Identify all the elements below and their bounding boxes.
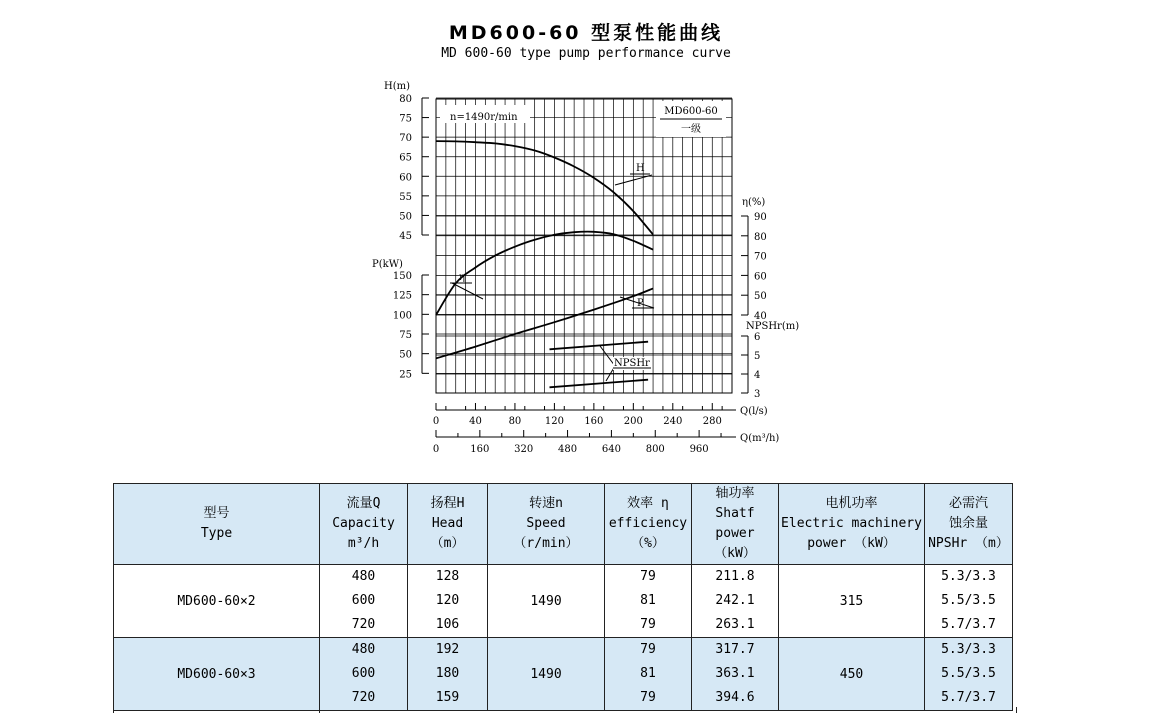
- table-header-row: [114, 484, 1013, 565]
- cell-capacity: [320, 565, 408, 638]
- q-m3h-axis-label: Q(m³/h): [740, 433, 780, 444]
- h-tick-label: 65: [399, 152, 412, 164]
- cell-value: 5.7/3.7: [941, 617, 996, 632]
- q-ls-tick-label: 120: [544, 416, 564, 427]
- p-tick-label: 75: [399, 330, 412, 341]
- cell-shaft-power: [692, 638, 779, 711]
- performance-chart: [370, 75, 810, 460]
- header-cn: 电机功率: [825, 496, 878, 511]
- cell-value: 242.1: [715, 593, 755, 608]
- header-unit: （m）: [430, 536, 465, 551]
- table-row: [114, 565, 1013, 638]
- cell-type: MD600-60×3: [114, 638, 320, 711]
- cell-head: [408, 638, 488, 711]
- q-m3h-tick-label: 640: [601, 444, 621, 455]
- header-cell-0: [114, 484, 320, 565]
- cell-head: [408, 565, 488, 638]
- cell-npshr: [925, 638, 1013, 711]
- cell-npshr: [925, 565, 1013, 638]
- q-m3h-tick-label: 960: [689, 444, 709, 455]
- h-axis-label: H(m): [384, 81, 411, 92]
- cell-value: 211.8: [715, 569, 755, 584]
- cell-value: 600: [351, 666, 376, 681]
- cell-value: 720: [351, 617, 376, 632]
- header-cn: 转速n: [529, 496, 563, 511]
- eta-tick-label: 50: [754, 291, 767, 303]
- cell-speed: 1490: [488, 638, 605, 711]
- q-ls-tick-label: 80: [508, 416, 522, 427]
- p-tick-label: 100: [392, 310, 412, 322]
- q-ls-tick-label: 280: [702, 416, 722, 427]
- eta-tick-label: 70: [754, 251, 767, 263]
- npsh-tick-label: 3: [754, 389, 761, 400]
- spec-table: [113, 483, 1013, 711]
- cell-value: 79: [640, 617, 656, 632]
- p-curve-label: P: [637, 298, 644, 309]
- table-row: [114, 638, 1013, 711]
- h-tick-label: 80: [399, 94, 412, 105]
- h-tick-label: 70: [399, 133, 412, 145]
- q-m3h-tick-label: 320: [514, 444, 534, 455]
- cell-value: 79: [640, 569, 656, 584]
- cell-motor-power: 450: [779, 638, 925, 711]
- p-tick-label: 25: [399, 369, 412, 381]
- npsh-tick-label: 5: [754, 351, 761, 362]
- cell-value: 81: [640, 666, 656, 681]
- npsh-tick-label: 4: [754, 370, 761, 381]
- header-cn: 必需汽: [948, 496, 988, 511]
- cell-value: 180: [435, 666, 460, 681]
- npsh-tick-label: 6: [754, 332, 761, 343]
- header-unit: m³/h: [347, 536, 380, 551]
- p-axis-label: P(kW): [372, 259, 403, 270]
- p-tick-label: 125: [392, 290, 412, 302]
- cell-value: 480: [351, 642, 376, 657]
- h-tick-label: 55: [399, 191, 412, 203]
- q-ls-tick-label: 200: [623, 416, 643, 427]
- h-tick-label: 50: [399, 211, 412, 223]
- header-unit: （kW）: [714, 546, 756, 561]
- cell-value: 480: [351, 569, 376, 584]
- header-unit: （%）: [631, 536, 665, 551]
- header-unit: NPSHr （m）: [928, 536, 1009, 551]
- h-tick-label: 45: [399, 231, 412, 242]
- header-cn: 型号: [203, 506, 230, 521]
- header-en: Speed: [526, 516, 566, 531]
- q-m3h-tick-label: 0: [432, 444, 440, 455]
- header-cell-1: [320, 484, 408, 565]
- cell-value: 159: [435, 690, 460, 705]
- header-cn: 轴功率: [715, 486, 755, 501]
- cell-efficiency: [605, 638, 692, 711]
- header-cell-5: [692, 484, 779, 565]
- stage-annotation: 一级: [681, 124, 701, 135]
- cell-value: 263.1: [715, 617, 755, 632]
- header-unit: power （kW）: [807, 536, 896, 551]
- cell-value: 5.3/3.3: [941, 642, 996, 657]
- cell-efficiency: [605, 565, 692, 638]
- cell-shaft-power: [692, 565, 779, 638]
- cell-value: 79: [640, 690, 656, 705]
- cell-value: 363.1: [715, 666, 755, 681]
- eta-tick-label: 60: [754, 271, 767, 283]
- header-cn: 扬程H: [430, 496, 465, 511]
- header-cn: 流量Q: [346, 496, 381, 511]
- header-en: 蚀余量: [948, 516, 988, 531]
- npsh-leader-top: [600, 346, 615, 366]
- cell-capacity: [320, 638, 408, 711]
- eta-leader: [452, 283, 483, 299]
- eta-tick-label: 90: [754, 212, 767, 223]
- p-tick-label: 50: [399, 349, 412, 361]
- cell-value: 720: [351, 690, 376, 705]
- npsh-axis-label: NPSHr(m): [746, 321, 800, 332]
- q-ls-tick-label: 40: [469, 416, 482, 427]
- chart-title-cn: MD600-60 型泵性能曲线: [448, 22, 724, 44]
- header-cell-2: [408, 484, 488, 565]
- cell-value: 5.5/3.5: [941, 666, 996, 681]
- q-ls-tick-label: 240: [663, 416, 683, 427]
- cell-motor-power: 315: [779, 565, 925, 638]
- cell-value: 317.7: [715, 642, 755, 657]
- q-m3h-tick-label: 160: [470, 444, 490, 455]
- cell-value: 600: [351, 593, 376, 608]
- header-cell-4: [605, 484, 692, 565]
- header-en: Electric machinery: [781, 516, 922, 531]
- h-tick-label: 60: [399, 172, 412, 184]
- header-en: Type: [200, 526, 233, 541]
- p-tick-label: 150: [392, 271, 412, 282]
- q-ls-tick-label: 0: [432, 416, 440, 427]
- cell-value: 5.7/3.7: [941, 690, 996, 705]
- q-ls-axis-label: Q(l/s): [740, 406, 768, 417]
- cell-value: 120: [435, 593, 460, 608]
- cell-value: 128: [435, 569, 460, 584]
- header-en: efficiency: [608, 516, 688, 531]
- cell-value: 81: [640, 593, 656, 608]
- cell-value: 5.3/3.3: [941, 569, 996, 584]
- q-m3h-tick-label: 800: [645, 444, 665, 455]
- header-cn: 效率 η: [627, 496, 669, 511]
- h-curve-label: H: [636, 163, 645, 174]
- cell-value: 192: [435, 642, 460, 657]
- header-en: Capacity: [332, 516, 395, 531]
- q-ls-tick-label: 160: [584, 416, 604, 427]
- h-tick-label: 75: [399, 113, 412, 125]
- model-annotation: MD600-60: [664, 106, 718, 117]
- header-cell-7: [925, 484, 1013, 565]
- cell-type: MD600-60×2: [114, 565, 320, 638]
- eta-axis-label: η(%): [742, 197, 766, 208]
- table-edge: [1016, 707, 1017, 713]
- eta-curve-label: η: [459, 272, 465, 283]
- q-m3h-tick-label: 480: [558, 444, 578, 455]
- chart-title-en: MD 600-60 type pump performance curve: [441, 46, 731, 61]
- cell-value: 5.5/3.5: [941, 593, 996, 608]
- header-en: Shatf power: [715, 506, 755, 541]
- header-unit: （r/min）: [513, 536, 579, 551]
- cell-speed: 1490: [488, 565, 605, 638]
- eta-tick-label: 80: [754, 231, 767, 243]
- header-cell-3: [488, 484, 605, 565]
- cell-value: 106: [435, 617, 460, 632]
- table-edge: [319, 707, 320, 713]
- npsh-curve-label: NPSHr: [614, 358, 650, 369]
- cell-value: 79: [640, 642, 656, 657]
- header-en: Head: [431, 516, 464, 531]
- header-cell-6: [779, 484, 925, 565]
- eta-tick-label: 40: [754, 311, 767, 322]
- table-edge: [113, 707, 114, 713]
- cell-value: 394.6: [715, 690, 755, 705]
- speed-annotation: n=1490r/min: [450, 112, 518, 123]
